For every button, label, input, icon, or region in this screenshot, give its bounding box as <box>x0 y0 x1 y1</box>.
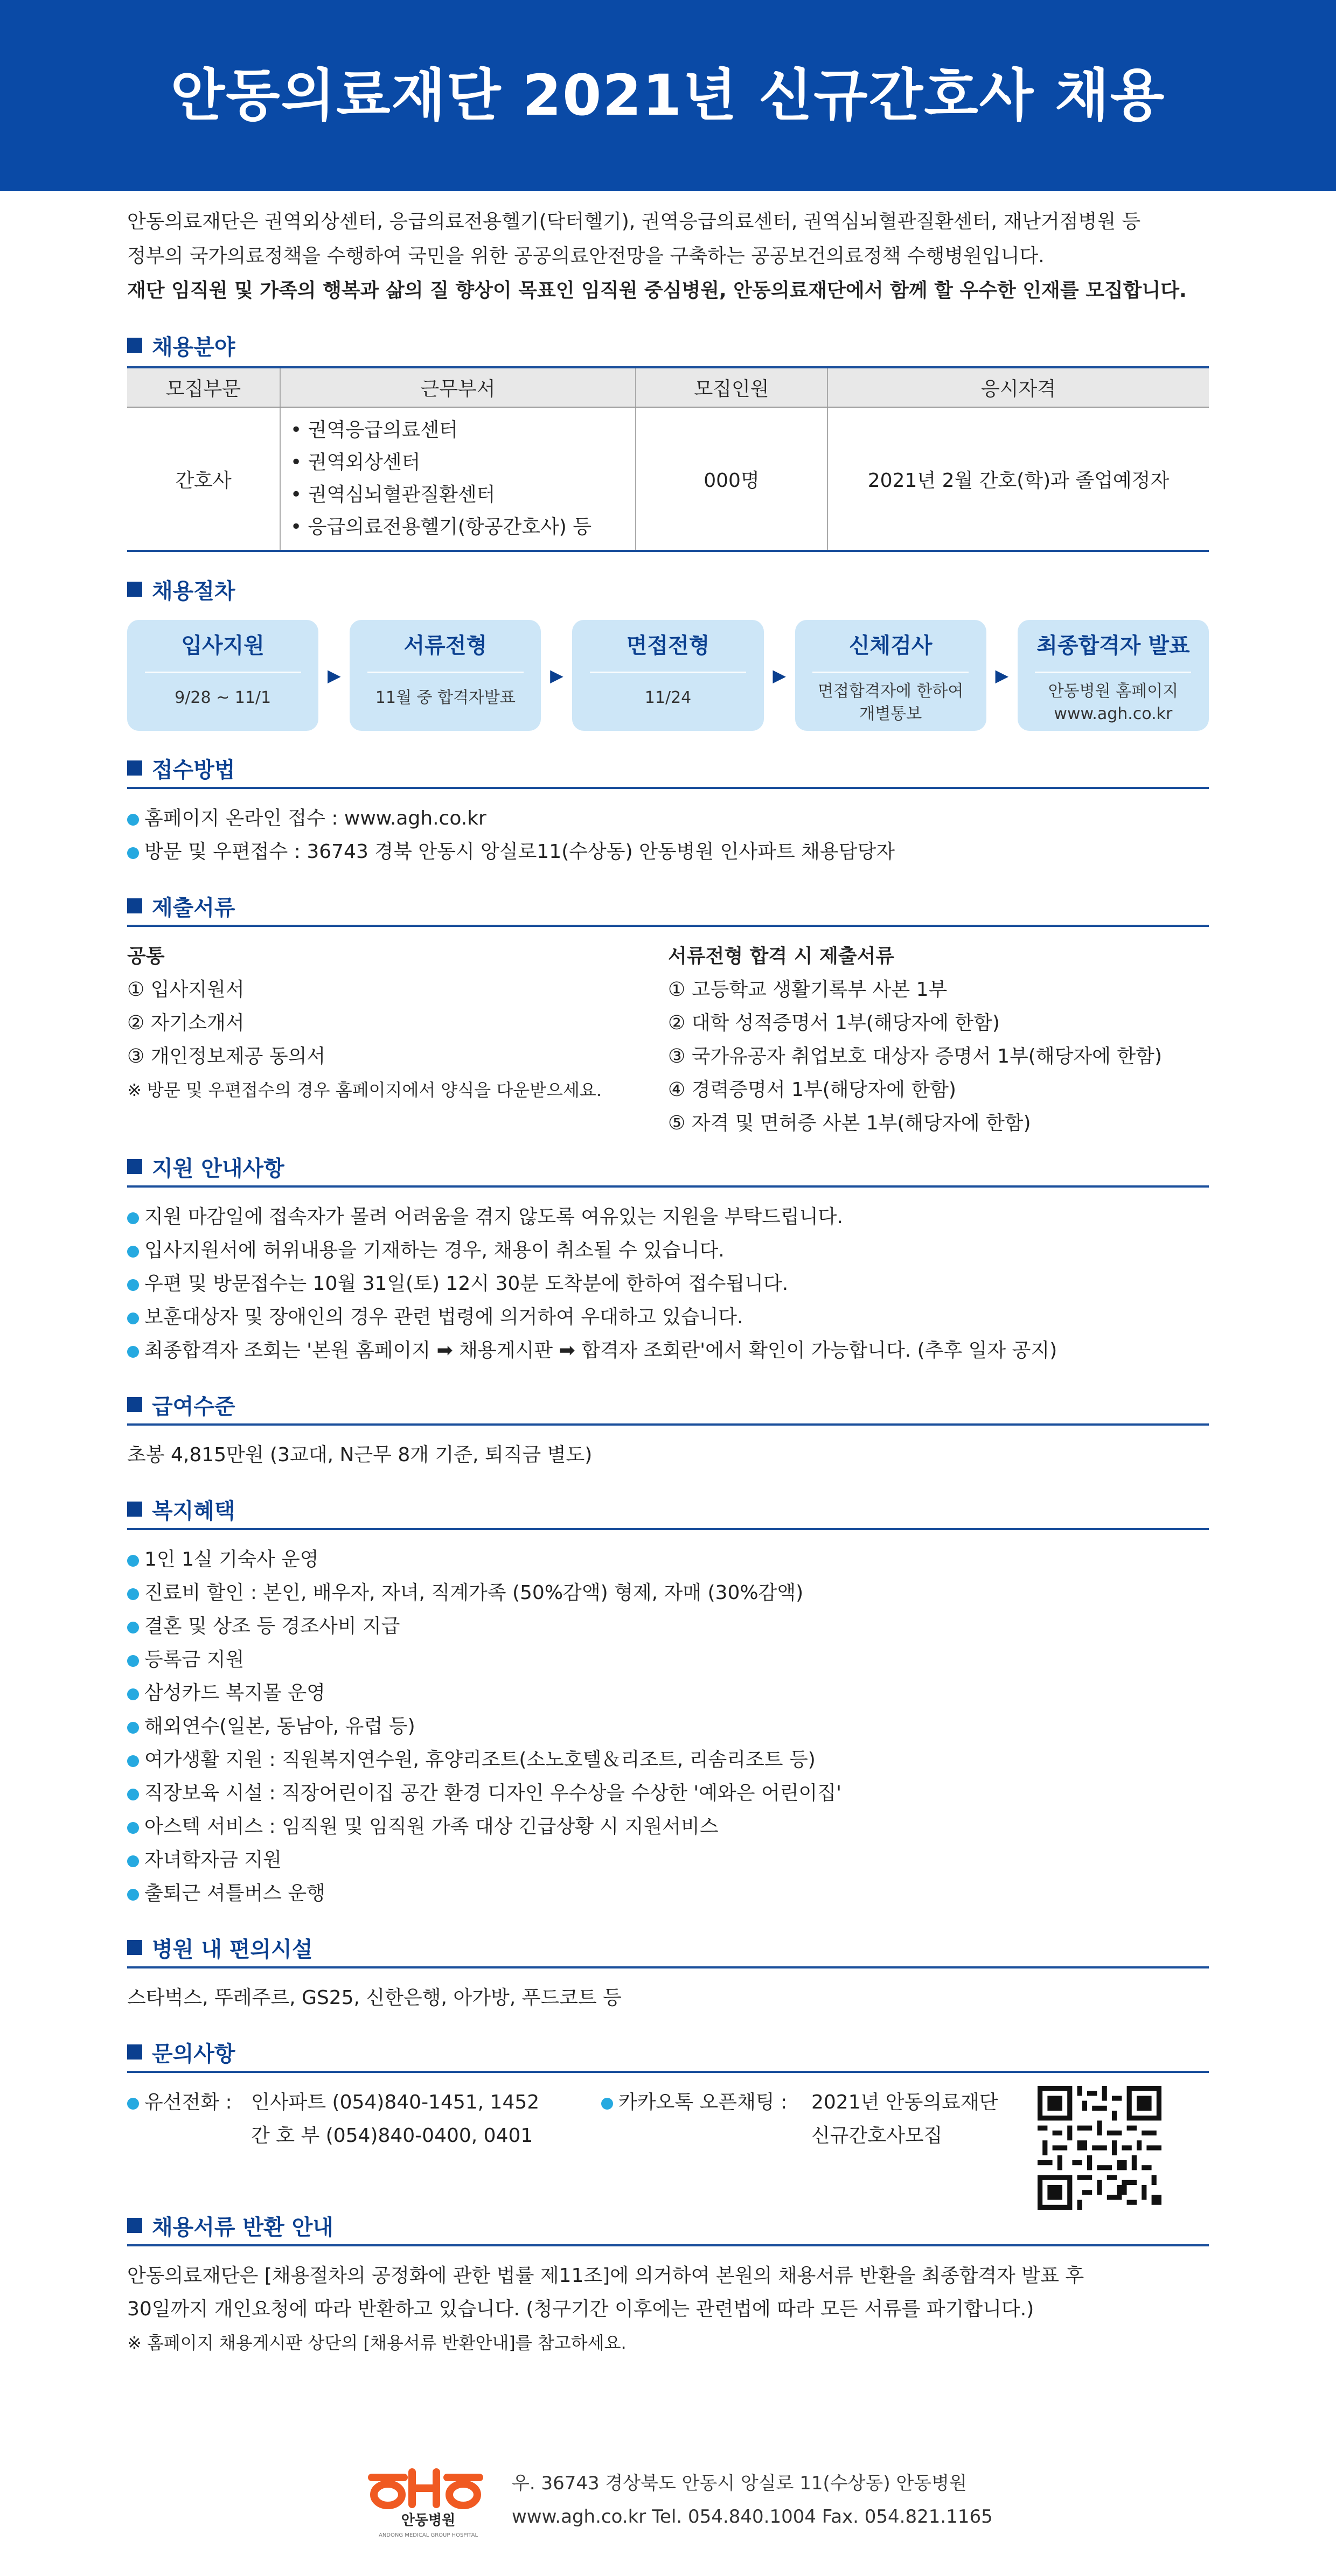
section-salary <box>127 1389 1209 1472</box>
list-item: 방문 및 우편접수 : 36743 경북 안동시 앙실로11(수상동) 안동병원 인사파트 채용담당자 <box>127 835 1209 869</box>
list-item: 아스텍 서비스 : 임직원 및 임직원 가족 대상 긴급상황 시 지원서비스 <box>127 1810 1209 1844</box>
logo-name: 안동병원 <box>401 2512 456 2529</box>
list-item: 1인 1실 기숙사 운영 <box>127 1543 1209 1576</box>
table-header-row <box>127 367 1209 407</box>
intro <box>127 205 1209 308</box>
section-apply <box>127 752 1209 869</box>
list-item: ② 자기소개서 <box>127 1012 245 1034</box>
salary-text: 초봉 4,815만원 (3교대, N근무 8개 기준, 퇴직금 별도) <box>127 1444 593 1466</box>
section-title: 병원 내 편의시설 <box>152 1937 313 1962</box>
arrow-right-icon: ▶ <box>995 665 1009 686</box>
square-icon <box>127 582 142 597</box>
section-welfare <box>127 1493 1209 1910</box>
docs-heading: 서류전형 합격 시 제출서류 <box>668 945 895 967</box>
page-header <box>0 0 1336 191</box>
list-item: 출퇴근 셔틀버스 운행 <box>127 1877 1209 1910</box>
step-name: 최종합격자 발표 <box>1036 633 1190 658</box>
dept-item: • 권역응급의료센터 <box>290 419 458 441</box>
list-item: ① 입사지원서 <box>127 979 245 1001</box>
step-name: 입사지원 <box>181 633 265 658</box>
list-item: 결혼 및 상조 등 경조사비 지급 <box>127 1610 1209 1643</box>
square-icon <box>127 2044 142 2060</box>
list-item: ③ 개인정보제공 동의서 <box>127 1045 326 1067</box>
dept-item: • 권역심뇌혈관질환센터 <box>290 484 496 506</box>
list-item: 진료비 할인 : 본인, 배우자, 자녀, 직계가족 (50%감액) 형제, 자매 (30%감액) <box>127 1576 1209 1610</box>
table-row <box>127 407 1209 551</box>
header-cell: 응시자격 <box>827 367 1209 407</box>
intro-line-strong: 재단 임직원 및 가족의 행복과 삶의 질 향상이 목표인 임직원 중심병원, 안동의료재단에서 함께 할 우수한 인재를 모집합니다. <box>127 280 1187 302</box>
section-docs <box>127 890 1209 1140</box>
phone-label: 유선전화 : <box>127 2086 251 2153</box>
section-title: 접수방법 <box>152 757 235 783</box>
arrow-right-icon: ▶ <box>327 665 341 686</box>
list-item: 직장보육 시설 : 직장어린이집 공간 환경 디자인 우수상을 수상한 '예와은 어린이집' <box>127 1777 1209 1810</box>
step-desc: 9/28 ~ 11/1 <box>175 688 272 707</box>
dept-item: • 응급의료전용헬기(항공간호사) 등 <box>290 516 592 538</box>
list-item: ① 고등학교 생활기록부 사본 1부 <box>668 979 948 1001</box>
docs-common <box>127 940 668 1140</box>
square-icon <box>127 760 142 776</box>
section-recruit <box>127 330 1209 552</box>
step-name: 서류전형 <box>403 633 488 658</box>
list-item: 우편 및 방문접수는 10월 31일(토) 12시 30분 도착분에 한하여 접수됩니다. <box>127 1267 1209 1301</box>
section-return <box>127 2210 1209 2359</box>
step-desc: 11월 중 합격자발표 <box>375 688 516 707</box>
list-item: 홈페이지 온라인 접수 : www.agh.co.kr <box>127 802 1209 835</box>
section-title: 문의사항 <box>152 2041 235 2067</box>
docs-heading: 공통 <box>127 945 165 967</box>
return-text: 안동의료재단은 [채용절차의 공정화에 관한 법률 제11조]에 의거하여 본원의 채용서류 반환을 최종합격자 발표 후 <box>127 2265 1084 2287</box>
dept-cell <box>280 407 636 551</box>
section-title: 채용절차 <box>152 578 235 604</box>
page-title: 안동의료재단 2021년 신규간호사 채용 <box>170 62 1166 128</box>
step-desc: www.agh.co.kr <box>1054 704 1173 723</box>
kakao-text: 신규간호사모집 <box>811 2125 943 2147</box>
docs-pass <box>668 940 1209 1140</box>
footer-address: 우. 36743 경상북도 안동시 앙실로 11(수상동) 안동병원 <box>512 2473 967 2494</box>
list-item: 자녀학자금 지원 <box>127 1844 1209 1877</box>
list-item: ② 대학 성적증명서 1부(해당자에 한함) <box>668 1012 1000 1034</box>
square-icon <box>127 1397 142 1412</box>
dept-item: • 권역외상센터 <box>290 451 421 473</box>
square-icon <box>127 1940 142 1955</box>
step-box <box>795 620 986 731</box>
square-icon <box>127 898 142 913</box>
step-box <box>572 620 763 731</box>
header-cell: 근무부서 <box>280 367 636 407</box>
return-text: 30일까지 개인요청에 따라 반환하고 있습니다. (청구기간 이후에는 관련법에 따라 모든 서류를 파기합니다.) <box>127 2298 1034 2320</box>
arrow-right-icon: ▶ <box>773 665 786 686</box>
square-icon <box>127 338 142 353</box>
section-title: 급여수준 <box>152 1394 235 1419</box>
list-item: ③ 국가유공자 취업보호 대상자 증명서 1부(해당자에 한함) <box>668 1045 1163 1067</box>
list-item: 여가생활 지원 : 직원복지연수원, 휴양리조트(소노호텔＆리조트, 리솜리조트 등) <box>127 1743 1209 1777</box>
list-item: 최종합격자 조회는 '본원 홈페이지 ➡ 채용게시판 ➡ 합격자 조회란'에서 확인이 가능합니다. (추후 일자 공지) <box>127 1334 1209 1367</box>
step-box <box>127 620 318 731</box>
section-title: 채용분야 <box>152 334 235 360</box>
list-item: 삼성카드 복지몰 운영 <box>127 1677 1209 1710</box>
list-item: 등록금 지원 <box>127 1643 1209 1677</box>
hospital-logo <box>366 2461 490 2542</box>
step-box <box>350 620 541 731</box>
step-box <box>1018 620 1209 731</box>
square-icon <box>127 1502 142 1517</box>
list-item: 지원 마감일에 접속자가 몰려 어려움을 겪지 않도록 여유있는 지원을 부탁드립니다. <box>127 1200 1209 1234</box>
content <box>127 205 1209 2359</box>
header-cell: 모집인원 <box>636 367 827 407</box>
step-desc: 면접합격자에 한하여 <box>818 682 964 701</box>
phone-number: 인사파트 (054)840-1451, 1452 <box>251 2091 540 2113</box>
list-item: 입사지원서에 허위내용을 기재하는 경우, 채용이 취소될 수 있습니다. <box>127 1234 1209 1267</box>
section-title: 제출서류 <box>152 895 235 920</box>
header-cell: 모집부문 <box>127 367 280 407</box>
section-inquiry <box>127 2036 1209 2210</box>
intro-line: 정부의 국가의료정책을 수행하여 국민을 위한 공공의료안전망을 구축하는 공공보건의료정책 수행병원입니다. <box>127 245 1045 267</box>
section-facilities <box>127 1932 1209 2015</box>
list-item: ⑤ 자격 및 면허증 사본 1부(해당자에 한함) <box>668 1112 1031 1134</box>
kakao-text: 2021년 안동의료재단 <box>811 2091 998 2113</box>
section-title: 복지혜택 <box>152 1498 235 1524</box>
qr-code-icon[interactable] <box>1038 2086 1161 2210</box>
footer-contact[interactable]: www.agh.co.kr Tel. 054.840.1004 Fax. 054.821.1165 <box>512 2506 993 2528</box>
category-cell: 간호사 <box>127 407 280 551</box>
section-title: 채용서류 반환 안내 <box>152 2215 333 2240</box>
count-cell: 000명 <box>636 407 827 551</box>
step-name: 면접전형 <box>626 633 710 658</box>
procedure-steps <box>127 605 1209 731</box>
list-item: ④ 경력증명서 1부(해당자에 한함) <box>668 1079 956 1101</box>
section-guide <box>127 1151 1209 1367</box>
step-desc: 개별통보 <box>859 704 922 723</box>
step-desc: 11/24 <box>644 688 692 707</box>
list-item: 해외연수(일본, 동남아, 유럽 등) <box>127 1710 1209 1743</box>
qualification-cell: 2021년 2월 간호(학)과 졸업예정자 <box>827 407 1209 551</box>
phone-number: 간 호 부 (054)840-0400, 0401 <box>251 2125 533 2147</box>
phone-contact <box>127 2086 601 2210</box>
step-name: 신체검사 <box>848 633 933 658</box>
section-title: 지원 안내사항 <box>152 1156 284 1181</box>
intro-line: 안동의료재단은 권역외상센터, 응급의료전용헬기(닥터헬기), 권역응급의료센터, 권역심뇌혈관질환센터, 재난거점병원 등 <box>127 211 1141 233</box>
recruit-table <box>127 366 1209 552</box>
kakao-label: 카카오톡 오픈채팅 : <box>601 2086 811 2210</box>
logo-sub: ANDONG MEDICAL GROUP HOSPITAL <box>378 2532 478 2538</box>
kakao-contact <box>601 2086 1209 2210</box>
section-procedure <box>127 574 1209 731</box>
arrow-right-icon: ▶ <box>550 665 563 686</box>
return-note: ※ 홈페이지 채용게시판 상단의 [채용서류 반환안내]를 참고하세요. <box>127 2333 627 2353</box>
square-icon <box>127 2218 142 2233</box>
footer <box>0 2445 1336 2553</box>
docs-note: ※ 방문 및 우편접수의 경우 홈페이지에서 양식을 다운받으세요. <box>127 1080 602 1100</box>
facilities-text: 스타벅스, 뚜레주르, GS25, 신한은행, 아가방, 푸드코트 등 <box>127 1987 622 2009</box>
list-item: 보훈대상자 및 장애인의 경우 관련 법령에 의거하여 우대하고 있습니다. <box>127 1301 1209 1334</box>
square-icon <box>127 1159 142 1174</box>
step-desc: 안동병원 홈페이지 <box>1048 682 1179 701</box>
